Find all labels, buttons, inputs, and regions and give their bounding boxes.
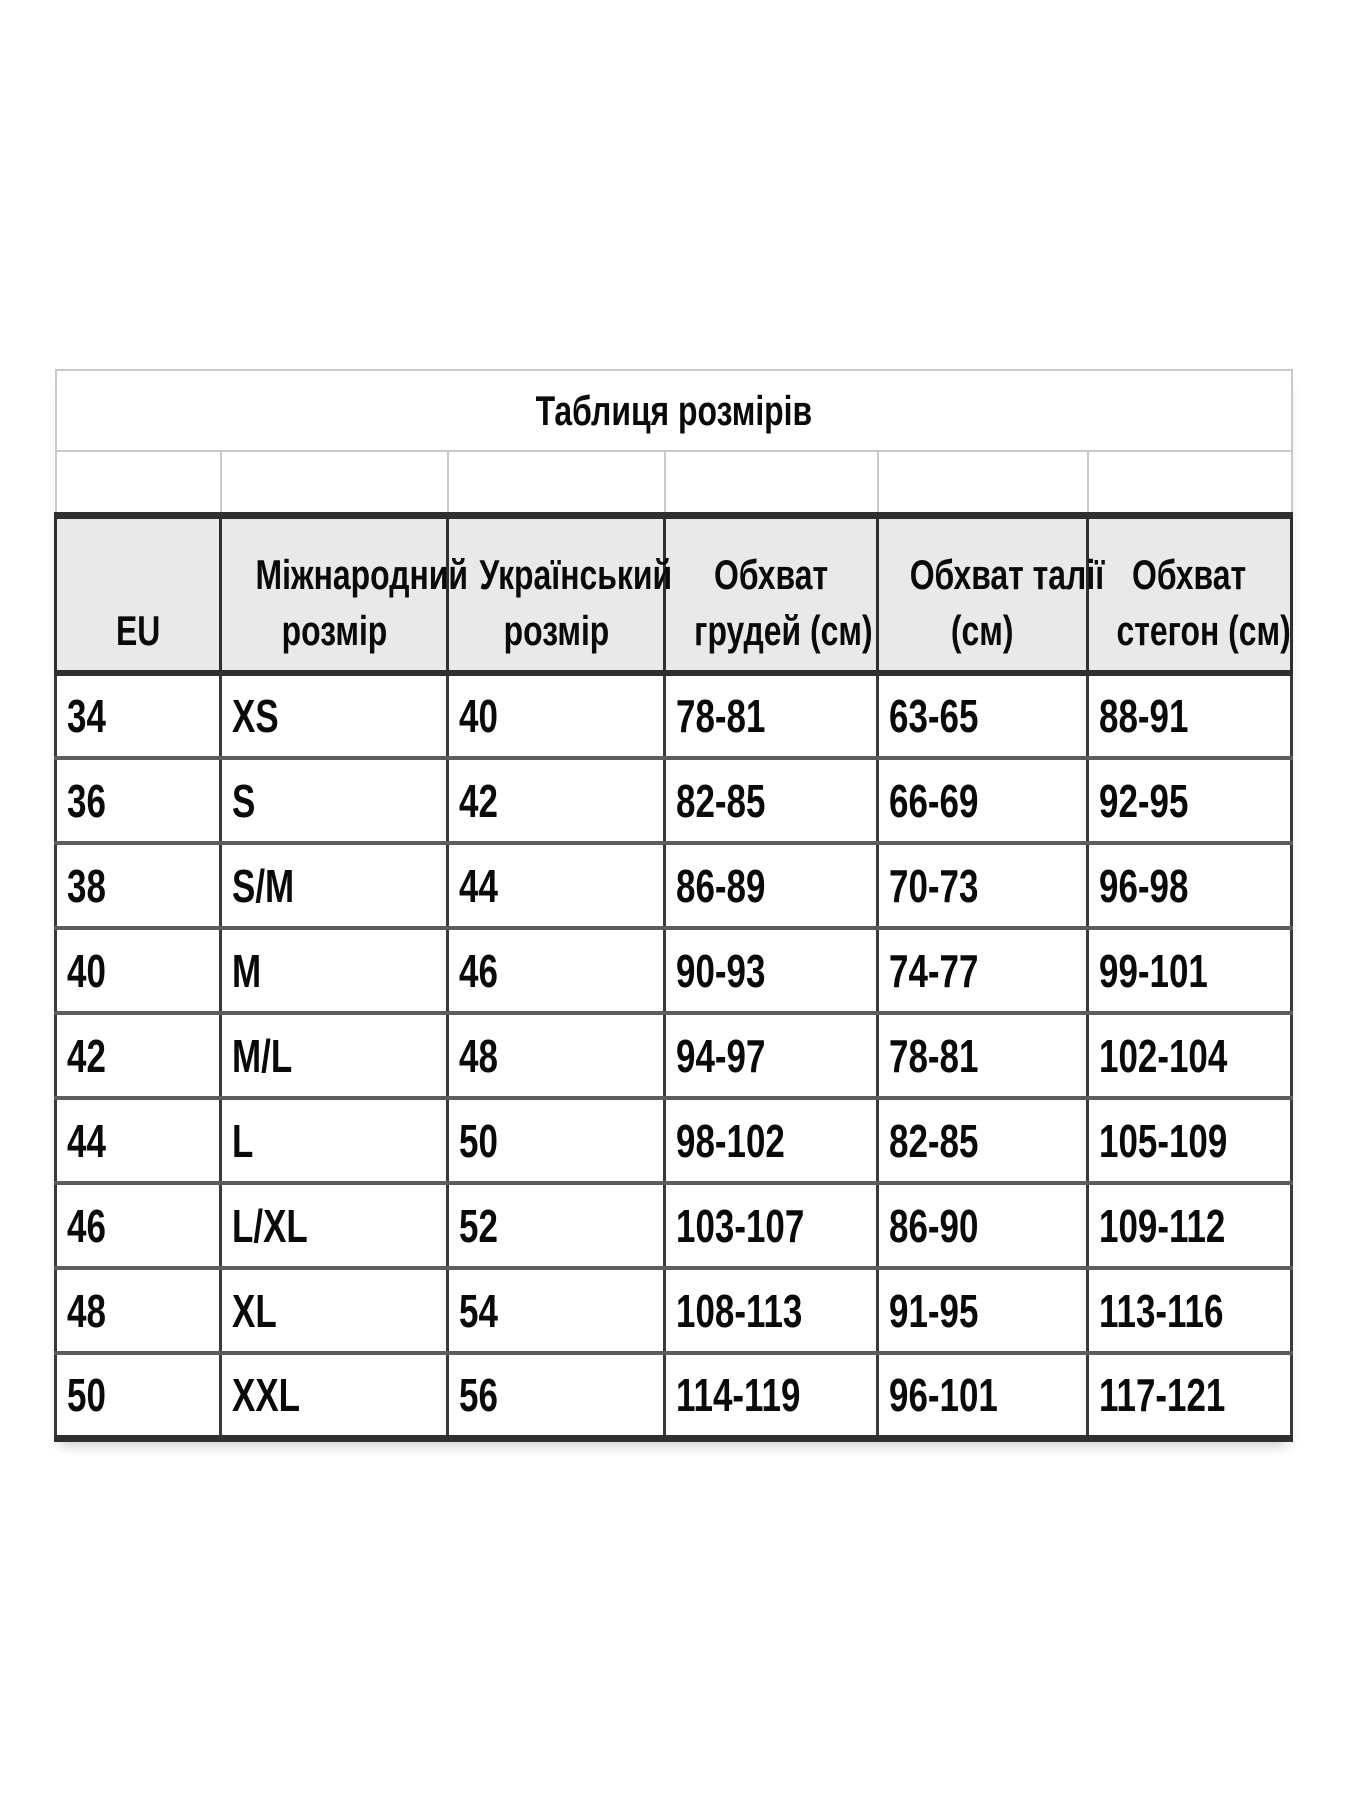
table-cell-eu: 48 — [56, 1268, 221, 1353]
table-cell-hips: 99-101 — [1088, 928, 1292, 1013]
table-cell-hips: 88-91 — [1088, 673, 1292, 758]
table-cell-ukrainian-size: 40 — [448, 673, 665, 758]
table-cell-international-size: XXL — [221, 1353, 448, 1438]
table-cell-hips: 96-98 — [1088, 843, 1292, 928]
table-cell-waist: 70-73 — [878, 843, 1088, 928]
table-cell-chest: 103-107 — [665, 1183, 878, 1268]
table-cell-ukrainian-size: 52 — [448, 1183, 665, 1268]
table-cell-international-size: M — [221, 928, 448, 1013]
table-cell-ukrainian-size: 46 — [448, 928, 665, 1013]
table-cell-international-size: L/XL — [221, 1183, 448, 1268]
table-row — [56, 1013, 1292, 1098]
column-header-hips: Обхват стегон (см) — [1088, 515, 1292, 673]
table-cell-ukrainian-size: 54 — [448, 1268, 665, 1353]
table-cell-hips: 109-112 — [1088, 1183, 1292, 1268]
table-cell-waist: 63-65 — [878, 673, 1088, 758]
table-cell-ukrainian-size: 44 — [448, 843, 665, 928]
header-row — [56, 515, 1292, 673]
table-cell-eu: 42 — [56, 1013, 221, 1098]
spacer-cell — [878, 451, 1088, 515]
table-row — [56, 1353, 1292, 1438]
spacer-cell — [56, 451, 221, 515]
table-cell-waist: 86-90 — [878, 1183, 1088, 1268]
table-cell-eu: 50 — [56, 1353, 221, 1438]
table-title: Таблиця розмірів — [56, 370, 1292, 451]
table-cell-international-size: XS — [221, 673, 448, 758]
table-cell-hips: 102-104 — [1088, 1013, 1292, 1098]
table-cell-chest: 108-113 — [665, 1268, 878, 1353]
table-cell-international-size: L — [221, 1098, 448, 1183]
column-header-eu: EU — [56, 515, 221, 673]
table-row — [56, 1183, 1292, 1268]
table-cell-hips: 92-95 — [1088, 758, 1292, 843]
table-cell-waist: 96-101 — [878, 1353, 1088, 1438]
table-cell-chest: 94-97 — [665, 1013, 878, 1098]
table-cell-eu: 36 — [56, 758, 221, 843]
table-cell-chest: 78-81 — [665, 673, 878, 758]
table-row — [56, 673, 1292, 758]
spacer-row — [56, 451, 1292, 515]
table-cell-eu: 38 — [56, 843, 221, 928]
table-row — [56, 1268, 1292, 1353]
title-row — [56, 370, 1292, 451]
table-cell-ukrainian-size: 48 — [448, 1013, 665, 1098]
column-header-ukrainian-size: Український розмір — [448, 515, 665, 673]
table-cell-hips: 117-121 — [1088, 1353, 1292, 1438]
table-cell-eu: 34 — [56, 673, 221, 758]
table-cell-waist: 91-95 — [878, 1268, 1088, 1353]
table-cell-chest: 114-119 — [665, 1353, 878, 1438]
spacer-cell — [665, 451, 878, 515]
table-cell-waist: 78-81 — [878, 1013, 1088, 1098]
table-row — [56, 928, 1292, 1013]
column-header-waist: Обхват талії (см) — [878, 515, 1088, 673]
table-cell-hips: 105-109 — [1088, 1098, 1292, 1183]
table-cell-international-size: XL — [221, 1268, 448, 1353]
table-cell-ukrainian-size: 50 — [448, 1098, 665, 1183]
table-cell-waist: 66-69 — [878, 758, 1088, 843]
table-cell-waist: 74-77 — [878, 928, 1088, 1013]
table-row — [56, 843, 1292, 928]
column-header-international-size: Міжнародний розмір — [221, 515, 448, 673]
spacer-cell — [1088, 451, 1292, 515]
table-cell-ukrainian-size: 42 — [448, 758, 665, 843]
spacer-cell — [221, 451, 448, 515]
table-cell-hips: 113-116 — [1088, 1268, 1292, 1353]
table-body — [56, 673, 1292, 1438]
table-cell-chest: 98-102 — [665, 1098, 878, 1183]
table-cell-chest: 86-89 — [665, 843, 878, 928]
column-header-chest: Обхват грудей (см) — [665, 515, 878, 673]
table-row — [56, 758, 1292, 843]
table-row — [56, 1098, 1292, 1183]
table-cell-eu: 44 — [56, 1098, 221, 1183]
table-cell-eu: 40 — [56, 928, 221, 1013]
size-table — [54, 369, 1293, 1442]
table-cell-eu: 46 — [56, 1183, 221, 1268]
spacer-cell — [448, 451, 665, 515]
table-cell-waist: 82-85 — [878, 1098, 1088, 1183]
table-cell-international-size: S — [221, 758, 448, 843]
table-cell-international-size: M/L — [221, 1013, 448, 1098]
table-cell-international-size: S/M — [221, 843, 448, 928]
table-cell-chest: 90-93 — [665, 928, 878, 1013]
table-cell-ukrainian-size: 56 — [448, 1353, 665, 1438]
table-cell-chest: 82-85 — [665, 758, 878, 843]
